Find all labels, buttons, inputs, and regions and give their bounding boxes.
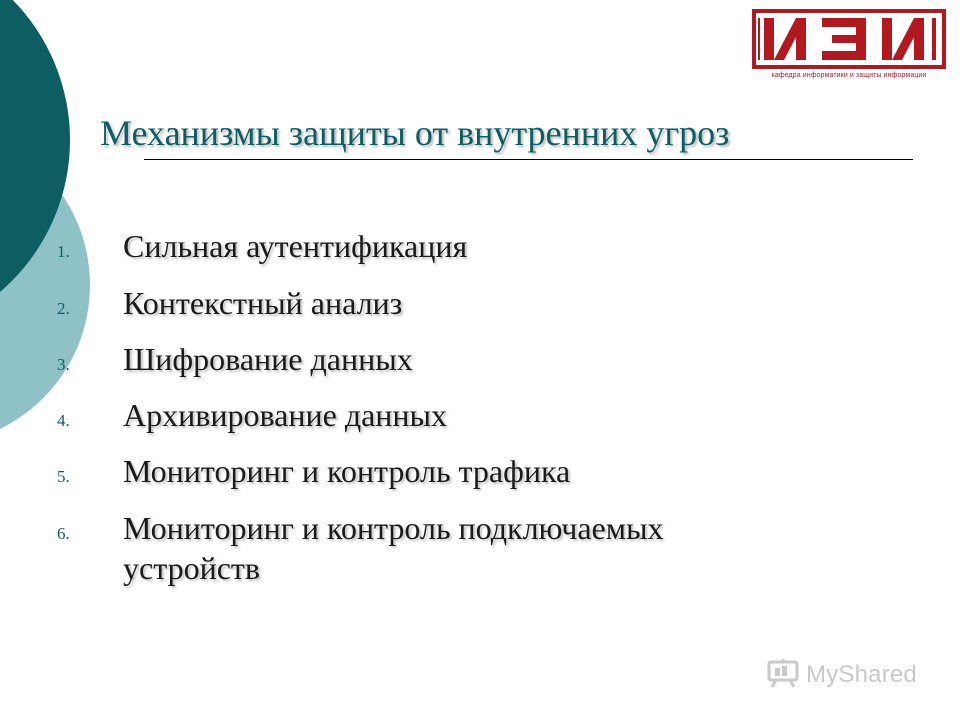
list-item-number: 3. [57, 355, 70, 374]
list-item-number: 2. [57, 299, 70, 318]
list-item-number: 4. [57, 411, 70, 430]
list-item-number: 5. [57, 467, 70, 486]
presentation-board-icon [766, 658, 800, 693]
department-logo [750, 8, 948, 86]
logo-graphic [750, 8, 948, 72]
list-item-text: Шифрование данных [123, 341, 413, 377]
list-item-text: Сильная аутентификация [123, 228, 468, 264]
slide-title: Механизмы защиты от внутренних угроз [100, 113, 730, 153]
list-item-text: Мониторинг и контроль подключаемых устройств [123, 510, 664, 586]
mysharedwatermark [766, 655, 917, 695]
list-item-text: Контекстный анализ [123, 285, 403, 321]
list-item-number: 6. [57, 524, 70, 543]
list-item-text: Мониторинг и контроль трафика [123, 453, 571, 489]
list-item-number: 1. [57, 242, 70, 261]
list-item-text: Архивирование данных [123, 397, 448, 433]
title-underline [144, 159, 913, 160]
watermark-text: MyShared [806, 661, 917, 688]
logo-caption: кафедра информатики и защиты информации [771, 72, 927, 79]
